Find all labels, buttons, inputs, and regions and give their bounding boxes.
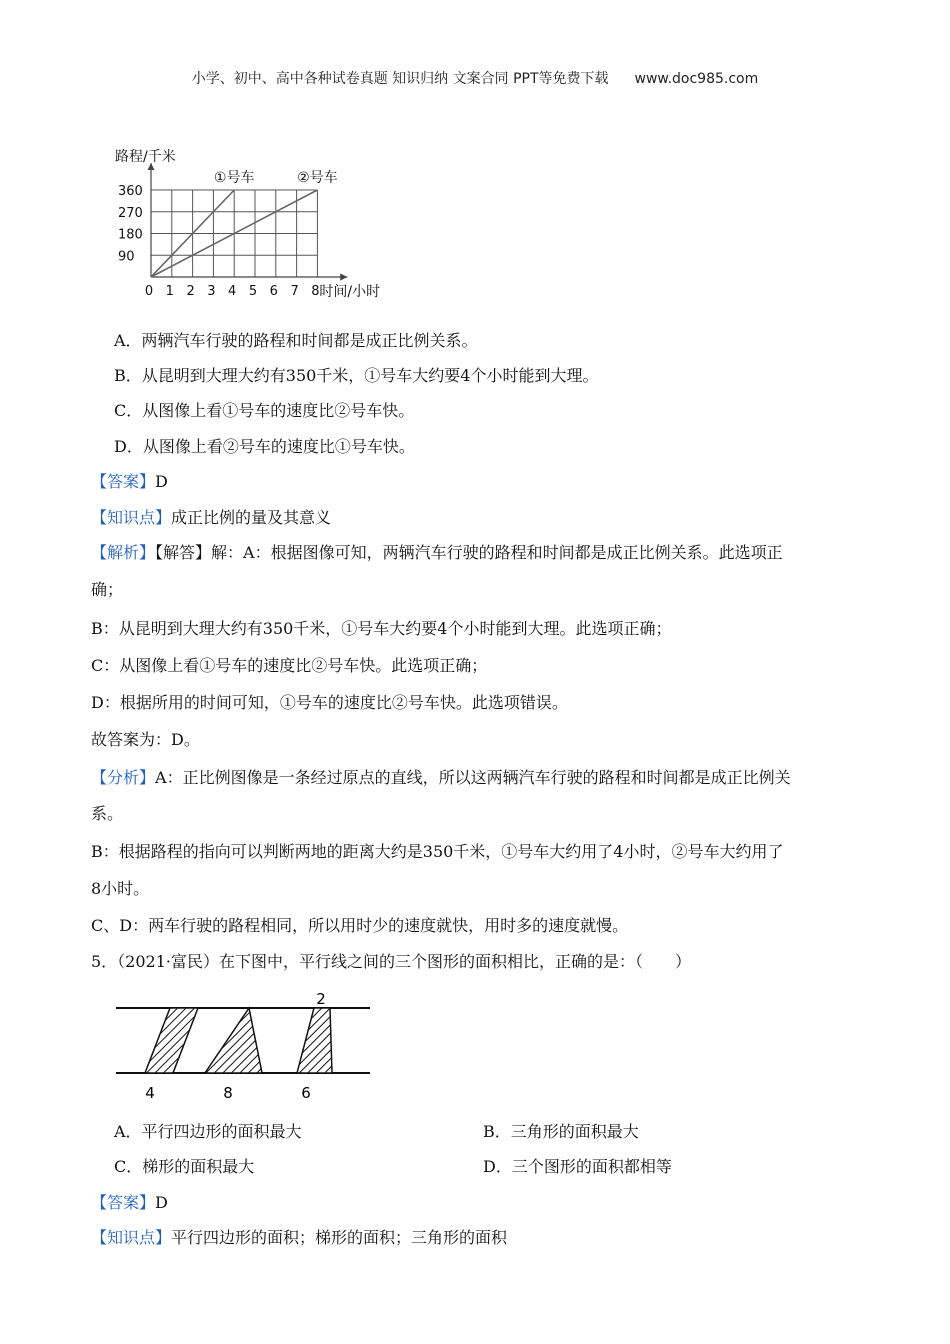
kp-value: 成正比例的量及其意义	[171, 508, 332, 527]
trapezoid-shape	[297, 1008, 332, 1073]
q5-option-d: D．三个图形的面积都相等	[483, 1157, 672, 1176]
header-text: 小学、初中、高中各种试卷真题 知识归纳 文案合同 PPT等免费下载	[191, 71, 609, 87]
q4-jiexi-line2: 确；	[91, 580, 124, 599]
kp-value: 平行四边形的面积；梯形的面积；三角形的面积	[171, 1228, 508, 1247]
q4-answer	[91, 472, 168, 492]
q4-jiexi-final: 故答案为：D。	[91, 730, 200, 749]
q4-option-d: D．从图像上看②号车的速度比①号车快。	[114, 437, 415, 456]
q4-fenxi-line4: 8小时。	[91, 879, 150, 898]
y-tick-label: 180	[118, 227, 143, 243]
series-label-1: ①号车	[213, 170, 255, 186]
triangle-base-label: 8	[223, 1084, 233, 1102]
q5-option-c: C．梯形的面积最大	[114, 1157, 255, 1176]
q5-knowledge-point	[91, 1228, 507, 1248]
q4-jiexi-c: C：从图像上看①号车的速度比②号车快。此选项正确；	[91, 656, 488, 675]
trapezoid-top-label: 2	[316, 990, 326, 1008]
fenxi-text: A：正比例图像是一条经过原点的直线，所以这两辆汽车行驶的路程和时间都是成正比例关	[155, 768, 791, 787]
jiexi-text: 【解答】解：A：根据图像可知，两辆汽车行驶的路程和时间都是成正比例关系。此选项正	[155, 543, 783, 562]
q4-fenxi-line2: 系。	[91, 804, 124, 823]
answer-value: D	[155, 472, 168, 491]
series-label-2: ②号车	[297, 170, 338, 186]
q4-knowledge-point	[91, 508, 331, 528]
parallelogram-base-label: 4	[145, 1084, 155, 1102]
q4-jiexi-line1	[91, 543, 783, 563]
q4-option-c: C．从图像上看①号车的速度比②号车快。	[114, 401, 415, 420]
q4-jiexi-d: D：根据所用的时间可知，①号车的速度比②号车快。此选项错误。	[91, 693, 568, 712]
q4-fenxi-line1	[91, 768, 791, 788]
kp-tag: 【知识点】	[91, 508, 172, 527]
answer-tag: 【答案】	[91, 1193, 156, 1212]
answer-tag: 【答案】	[91, 472, 156, 491]
q5-option-b: B．三角形的面积最大	[483, 1122, 639, 1141]
q4-fenxi-line3: B：根据路程的指向可以判断两地的距离大约是350千米，①号车大约用了4小时，②号车大约用了	[91, 842, 784, 861]
header-site: www.doc985.com	[634, 71, 759, 87]
answer-value: D	[155, 1193, 168, 1212]
parallelogram-shape	[145, 1008, 198, 1073]
x-tick-label: 8	[311, 284, 320, 299]
q5-stem: 5．（2021·富民）在下图中，平行线之间的三个图形的面积相比，正确的是：（ ）	[91, 952, 691, 971]
y-tick-label: 360	[118, 184, 143, 199]
jiexi-tag: 【解析】	[91, 543, 156, 562]
fenxi-tag: 【分析】	[91, 768, 156, 787]
distance-time-chart	[112, 143, 402, 308]
page-header	[0, 68, 950, 88]
x-tick-label: 2	[186, 284, 195, 299]
y-tick-label: 270	[118, 205, 143, 221]
q4-option-a: A．两辆汽车行驶的路程和时间都是成正比例关系。	[114, 331, 478, 350]
x-tick-label: 5	[248, 284, 258, 299]
x-tick-label: 6	[269, 284, 278, 299]
x-tick-label: 3	[207, 284, 216, 299]
q5-option-a: A．平行四边形的面积最大	[114, 1122, 302, 1141]
x-tick-label: 4	[228, 284, 237, 299]
x-tick-label: 7	[290, 284, 299, 299]
y-tick-label: 90	[118, 249, 135, 265]
trapezoid-bottom-label: 6	[301, 1084, 311, 1102]
q4-fenxi-line5: C、D：两车行驶的路程相同，所以用时少的速度就快，用时多的速度就慢。	[91, 916, 629, 935]
x-tick-label: 1	[165, 284, 174, 299]
y-axis-title: 路程/千米	[115, 149, 176, 165]
x-axis-title: 时间/小时	[319, 284, 381, 300]
q4-jiexi-b: B：从昆明到大理大约有350千米，①号车大约要4个小时能到大理。此选项正确；	[91, 619, 672, 638]
q4-option-b: B．从昆明到大理大约有350千米，①号车大约要4个小时能到大理。	[114, 366, 599, 385]
kp-tag: 【知识点】	[91, 1228, 172, 1247]
q5-answer	[91, 1193, 168, 1213]
shapes-diagram	[112, 988, 382, 1103]
triangle-shape	[205, 1008, 262, 1073]
x-tick-label: 0	[144, 284, 154, 299]
